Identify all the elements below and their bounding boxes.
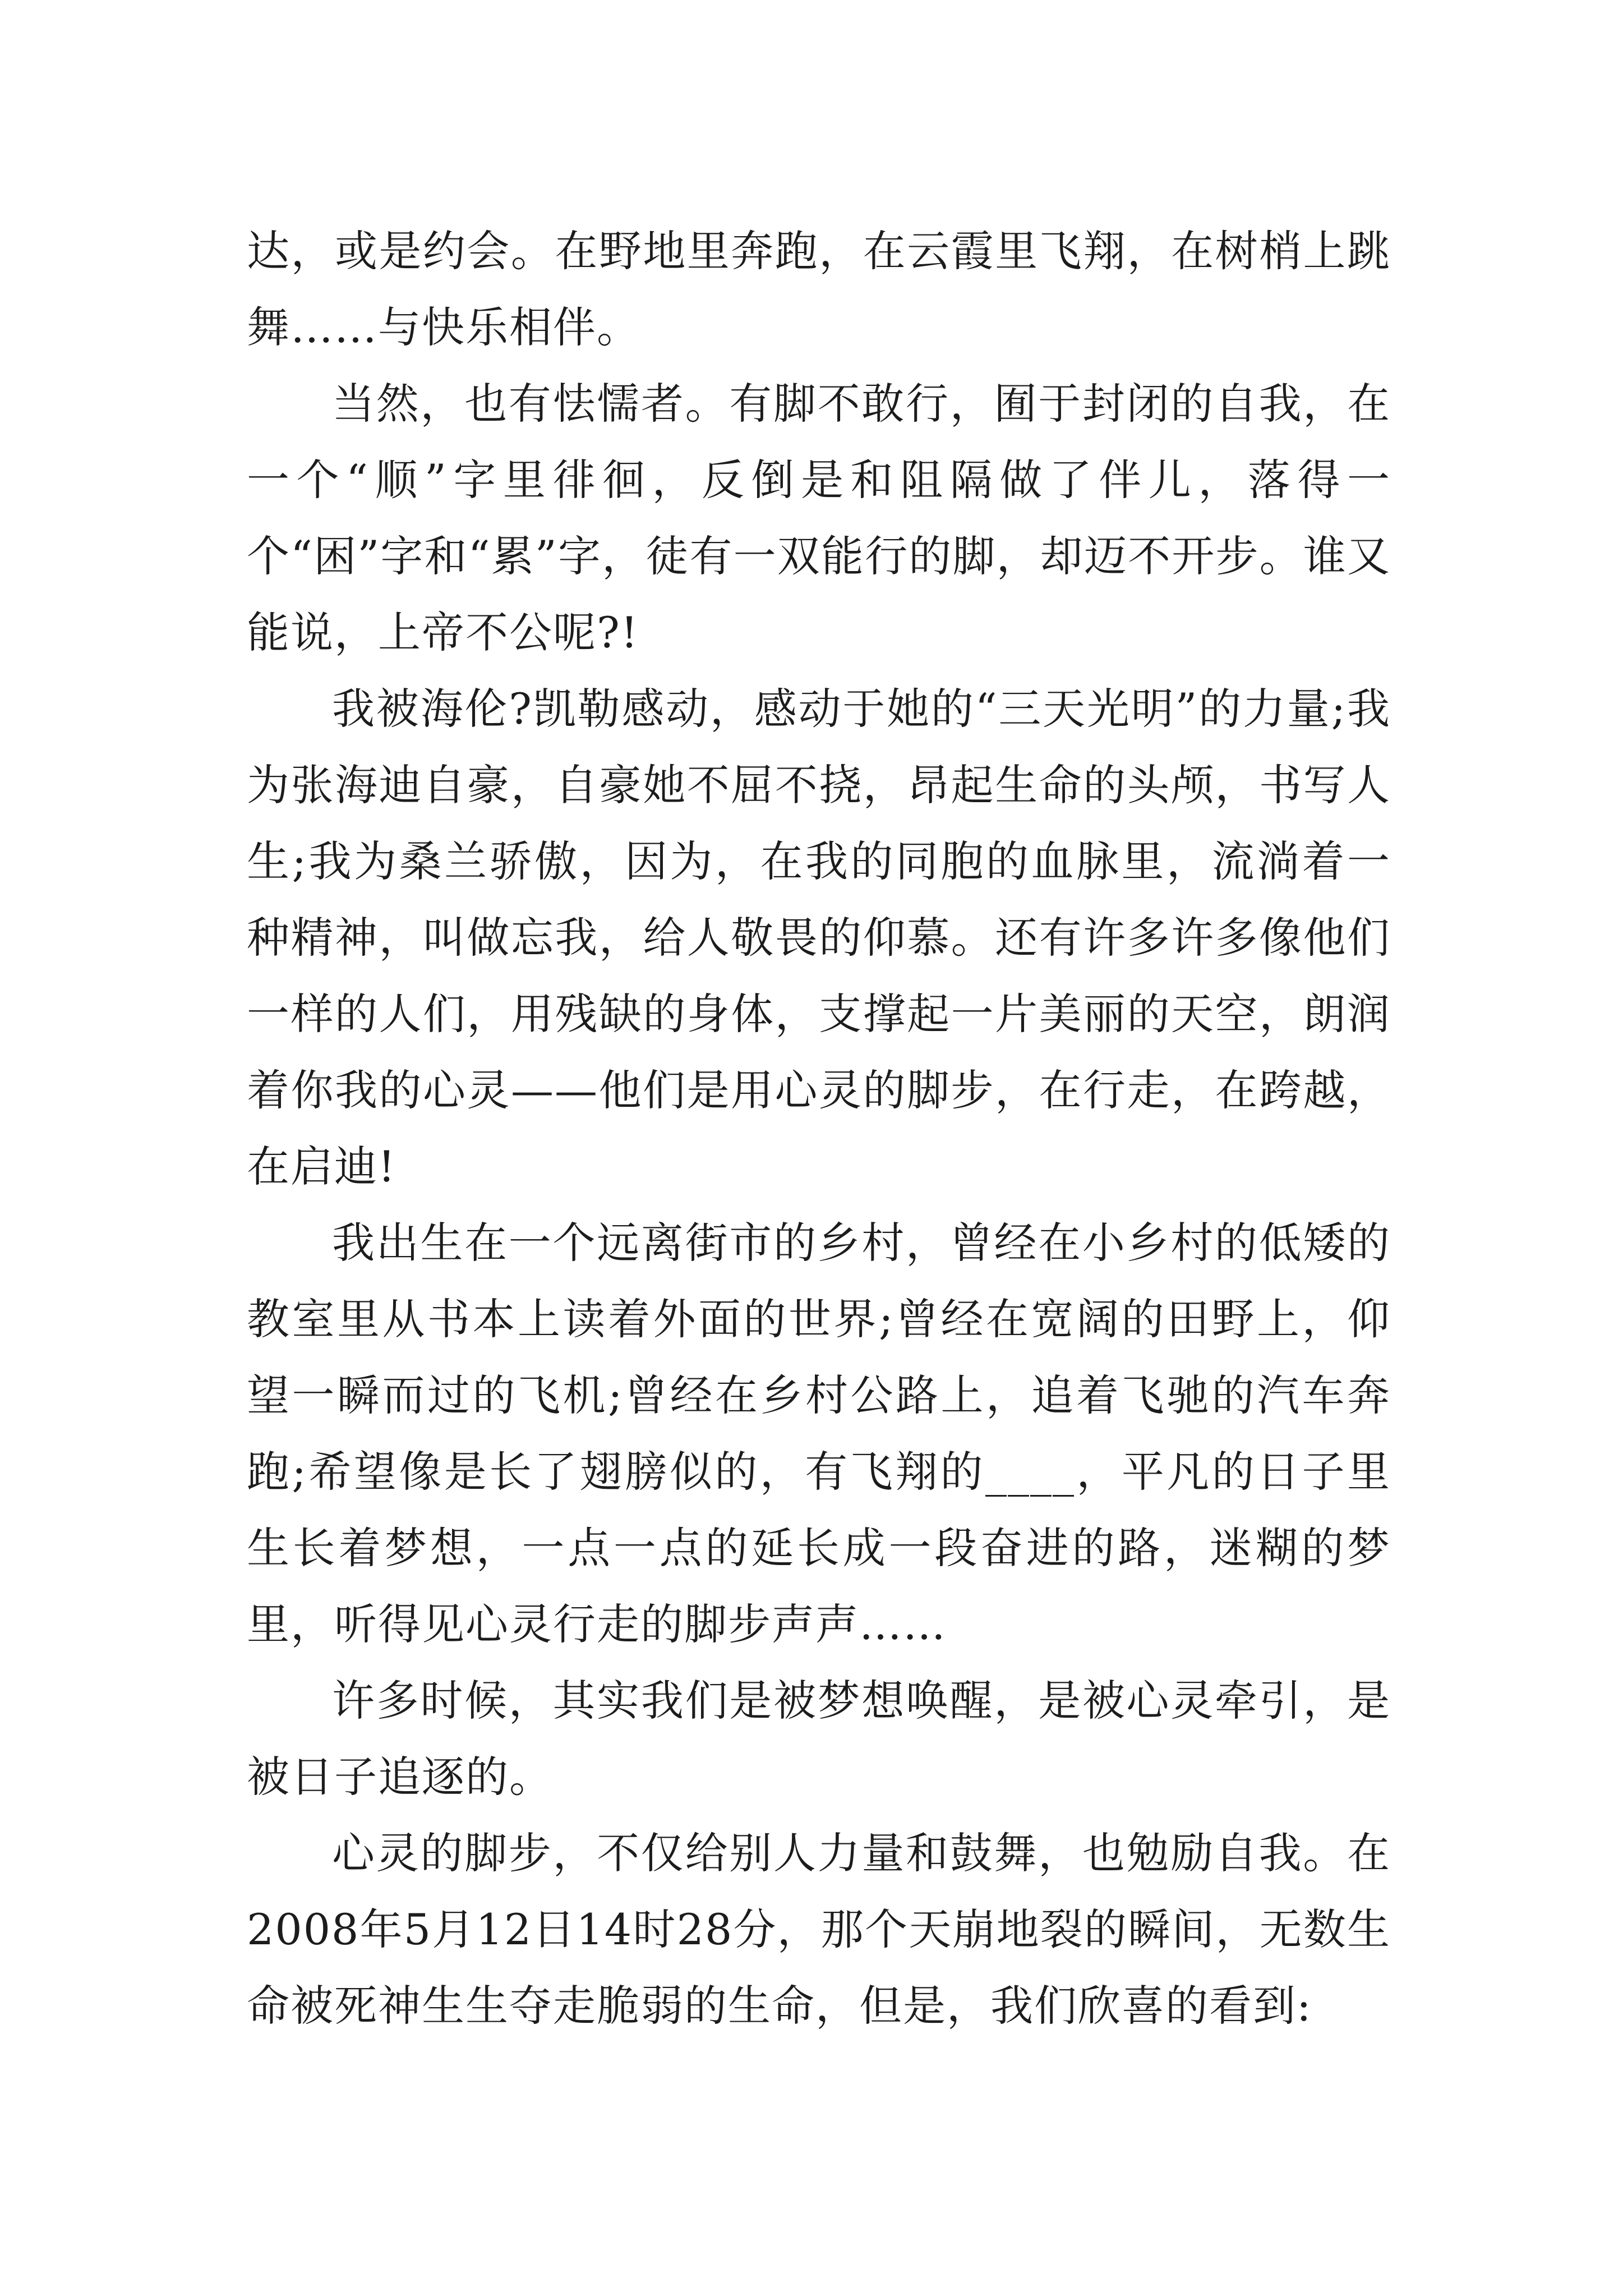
paragraph: 我被海伦?凯勒感动，感动于她的“三天光明”的力量;我为张海迪自豪，自豪她不屈不挠，昂起生命的头颅，书写人生;我为桑兰骄傲，因为，在我的同胞的血脉里，流淌着一种精神，叫做忘我，给人敬畏的仰慕。还有许多许多像他们一样的人们，用残缺的身体，支撑起一片美丽的天空，朗润着你我的心灵——他们是用心灵的脚步，在行走，在跨越，在启迪! — [247, 684, 1391, 1191]
paragraph: 当然，也有怯懦者。有脚不敢行，囿于封闭的自我，在一个“顺”字里徘徊，反倒是和阻隔做了伴儿，落得一个“困”字和“累”字，徒有一双能行的脚，却迈不开步。谁又能说，上帝不公呢?! — [247, 379, 1391, 657]
paragraph-continuation: 达，或是约会。在野地里奔跑，在云霞里飞翔，在树梢上跳舞……与快乐相伴。 — [247, 226, 1391, 352]
paragraph: 我出生在一个远离街市的乡村，曾经在小乡村的低矮的教室里从书本上读着外面的世界;曾经在宽阔的田野上，仰望一瞬而过的飞机;曾经在乡村公路上，追着飞驰的汽车奔跑;希望像是长了翅膀似的，有飞翔的____，平凡的日子里生长着梦想，一点一点的延长成一段奋进的路，迷糊的梦里，听得见心灵行走的脚步声声…… — [247, 1218, 1391, 1649]
document-body — [247, 213, 1391, 2044]
paragraph: 心灵的脚步，不仅给别人力量和鼓舞，也勉励自我。在2008年5月12日14时28分，那个天崩地裂的瞬间，无数生命被死神生生夺走脆弱的生命，但是，我们欣喜的看到: — [247, 1828, 1391, 2031]
paragraph: 许多时候，其实我们是被梦想唤醒，是被心灵牵引，是被日子追逐的。 — [247, 1676, 1391, 1802]
